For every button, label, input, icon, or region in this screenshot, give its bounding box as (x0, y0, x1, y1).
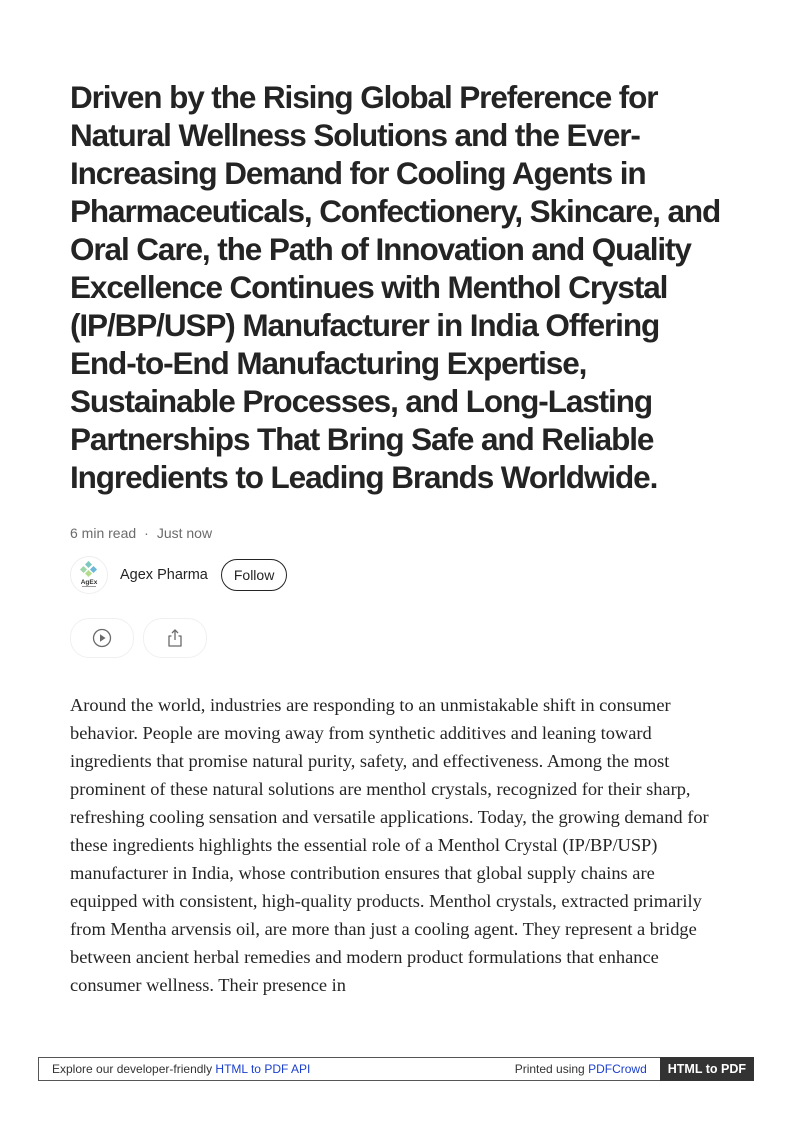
listen-button[interactable] (70, 618, 134, 658)
follow-button[interactable]: Follow (221, 559, 287, 591)
html-to-pdf-button[interactable]: HTML to PDF (660, 1057, 754, 1081)
pdf-footer-banner (38, 1057, 754, 1081)
pdfcrowd-link[interactable]: PDFCrowd (588, 1062, 647, 1076)
meta-separator: · (144, 525, 149, 541)
share-icon (164, 627, 186, 649)
published-time: Just now (156, 525, 213, 541)
printed-using-text: Printed using (514, 1062, 589, 1076)
article-meta (70, 523, 730, 543)
footer-text: Explore our developer-friendly (52, 1062, 216, 1076)
avatar[interactable] (70, 556, 108, 594)
footer-right (515, 1062, 660, 1076)
article-body: Around the world, industries are responding to an unmistakable shift in consumer behavior. People are moving away from synthetic additives and leaning toward ingredients that promise natural purity, safety, and effectiveness. Among the most prominent of these natural solutions are menthol crystals, recognized for their sharp, refreshing cooling sensation and versatile applications. Today, the growing demand for these ingredients highlights the essential role of a Menthol Crystal (IP/BP/USP) manufacturer in India, whose contribution ensures that global supply chains are equipped with consistent, high-quality products. Menthol crystals, extracted primarily from Mentha arvensis oil, are more than just a cooling agent. They represent a bridge between ancient herbal remedies and modern product formulations that enhance consumer wellness. Their presence in (70, 695, 709, 995)
play-circle-icon (91, 627, 113, 649)
avatar-logo-text: AgEx (80, 579, 98, 586)
footer-left (39, 1062, 310, 1076)
read-time: 6 min read (70, 525, 137, 541)
agex-logo-icon (73, 559, 105, 591)
author-row (70, 555, 730, 595)
article (70, 78, 730, 999)
article-title: Driven by the Rising Global Preference for Natural Wellness Solutions and the Ever-Increasing Demand for Cooling Agents in Pharmaceuticals, Confectionery, Skincare, and Oral Care, the Path of Innovation and Quality Excellence Continues with Menthol Crystal (IP/BP/USP) Manufacturer in India Offering End-to-End Manufacturing Expertise, Sustainable Processes, and Long-Lasting Partnerships That Bring Safe and Reliable Ingredients to Leading Brands Worldwide. (70, 79, 721, 495)
html-to-pdf-api-link[interactable]: HTML to PDF API (215, 1062, 311, 1076)
action-bar (70, 618, 730, 658)
author-name[interactable]: Agex Pharma (120, 567, 208, 583)
share-button[interactable] (143, 618, 207, 658)
